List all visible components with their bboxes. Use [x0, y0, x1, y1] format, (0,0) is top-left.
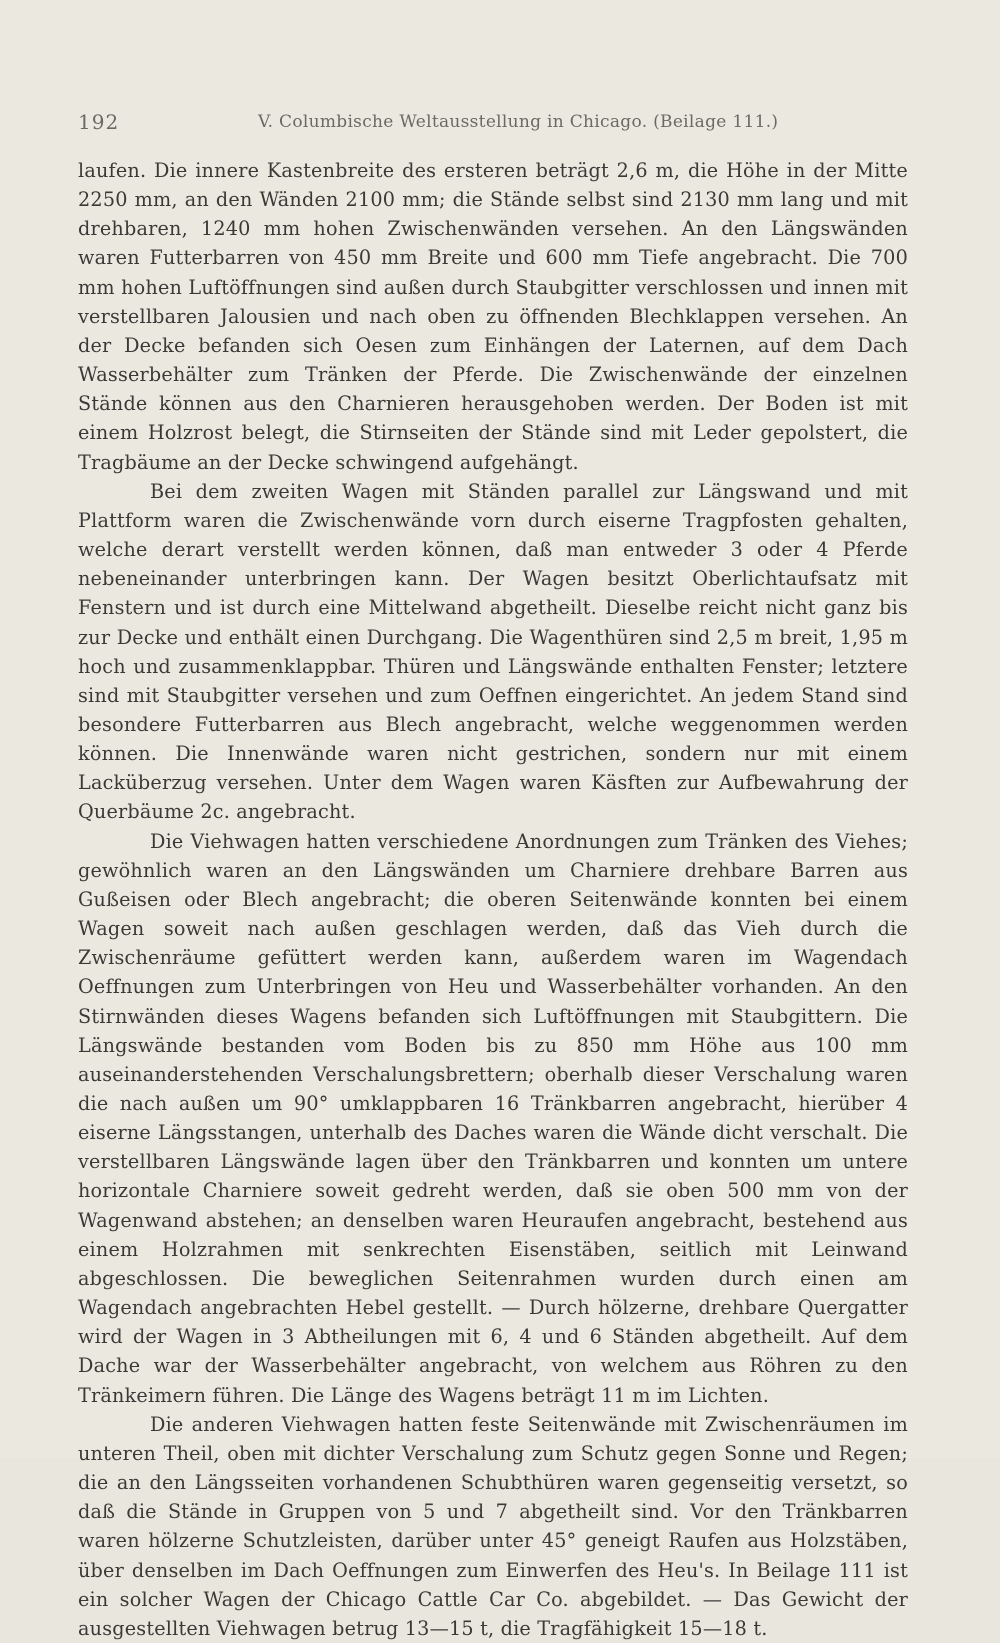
- paragraph: Bei dem zweiten Wagen mit Ständen parallel zur Längswand und mit Plattform waren die Zwischenwände vorn durch eiserne Tragpfosten gehalten, welche derart verstellt werden können, daß man entweder 3 oder 4 Pferde nebeneinander unterbringen kann. Der Wagen besitzt Oberlichtaufsatz mit Fenstern und ist durch eine Mittelwand abgetheilt. Dieselbe reicht nicht ganz bis zur Decke und enthält einen Durchgang. Die Wagenthüren sind 2,5 m breit, 1,95 m hoch und zusammenklappbar. Thüren und Längswände enthalten Fenster; letztere sind mit Staubgitter versehen und zum Oeffnen eingerichtet. An jedem Stand sind besondere Futterbarren aus Blech angebracht, welche weggenommen werden können. Die Innenwände waren nicht gestrichen, sondern nur mit einem Lacküberzug versehen. Unter dem Wagen waren Käsften zur Aufbewahrung der Querbäume 2c. angebracht.: [78, 479, 908, 824]
- body-text: [78, 156, 908, 1643]
- paragraph-continuation: laufen. Die innere Kastenbreite des ersteren beträgt 2,6 m, die Höhe in der Mitte 2250 mm, an den Wänden 2100 mm; die Stände selbst sind 2130 mm lang und mit drehbaren, 1240 mm hohen Zwischenwänden versehen. An den Längswänden waren Futterbarren von 450 mm Breite und 600 mm Tiefe angebracht. Die 700 mm hohen Luftöffnungen sind außen durch Staubgitter verschlossen und innen mit verstellbaren Jalousien und nach oben zu öffnenden Blechklappen versehen. An der Decke befanden sich Oesen zum Einhängen der Laternen, auf dem Dach Wasserbehälter zum Tränken der Pferde. Die Zwischenwände der einzelnen Stände können aus den Charnieren herausgehoben werden. Der Boden ist mit einem Holzrost belegt, die Stirnseiten der Stände sind mit Leder gepolstert, die Tragbäume an der Decke schwingend aufgehängt.: [78, 159, 908, 474]
- running-title: V. Columbische Weltausstellung in Chicago. (Beilage 111.): [258, 112, 779, 132]
- running-head: [78, 98, 908, 132]
- paragraph: Die Viehwagen hatten verschiedene Anordnungen zum Tränken des Viehes; gewöhnlich waren an den Längswänden um Charniere drehbare Barren aus Gußeisen oder Blech angebracht; die oberen Seitenwände konnten bei einem Wagen soweit nach außen geschlagen werden, daß das Vieh durch die Zwischenräume gefüttert werden kann, außerdem waren im Wagendach Oeffnungen zum Unterbringen von Heu und Wasserbehälter vorhanden. An den Stirnwänden dieses Wagens befanden sich Luftöffnungen mit Staubgittern. Die Längswände bestanden vom Boden bis zu 850 mm Höhe aus 100 mm auseinanderstehenden Verschalungsbrettern; oberhalb dieser Verschalung waren die nach außen um 90° umklappbaren 16 Tränkbarren angebracht, hierüber 4 eiserne Längsstangen, unterhalb des Daches waren die Wände dicht verschalt. Die verstellbaren Längswände lagen über den Tränkbarren und konnten um untere horizontale Charniere soweit gedreht werden, daß sie oben 500 mm von der Wagenwand abstehen; an denselben waren Heuraufen angebracht, bestehend aus einem Holzrahmen mit senkrechten Eisenstäben, seitlich mit Leinwand abgeschlossen. Die beweglichen Seitenrahmen wurden durch einen am Wagendach angebrachten Hebel gestellt. — Durch hölzerne, drehbare Quergatter wird der Wagen in 3 Abtheilungen mit 6, 4 und 6 Ständen abgetheilt. Auf dem Dache war der Wasserbehälter angebracht, von welchem aus Röhren zu den Tränkeimern führen. Die Länge des Wagens beträgt 11 m im Lichten.: [78, 829, 908, 1407]
- page-number: 192: [78, 110, 120, 134]
- paragraph: Die anderen Viehwagen hatten feste Seitenwände mit Zwischenräumen im unteren Theil, oben mit dichter Verschalung zum Schutz gegen Sonne und Regen; die an den Längsseiten vorhandenen Schubthüren waren gegenseitig versetzt, so daß die Stände in Gruppen von 5 und 7 abgetheilt sind. Vor den Tränkbarren waren hölzerne Schutzleisten, darüber unter 45° geneigt Raufen aus Holzstäben, über denselben im Dach Oeffnungen zum Einwerfen des Heu's. In Beilage 111 ist ein solcher Wagen der Chicago Cattle Car Co. abgebildet. — Das Gewicht der ausgestellten Viehwagen betrug 13—15 t, die Tragfähigkeit 15—18 t.: [78, 1412, 908, 1640]
